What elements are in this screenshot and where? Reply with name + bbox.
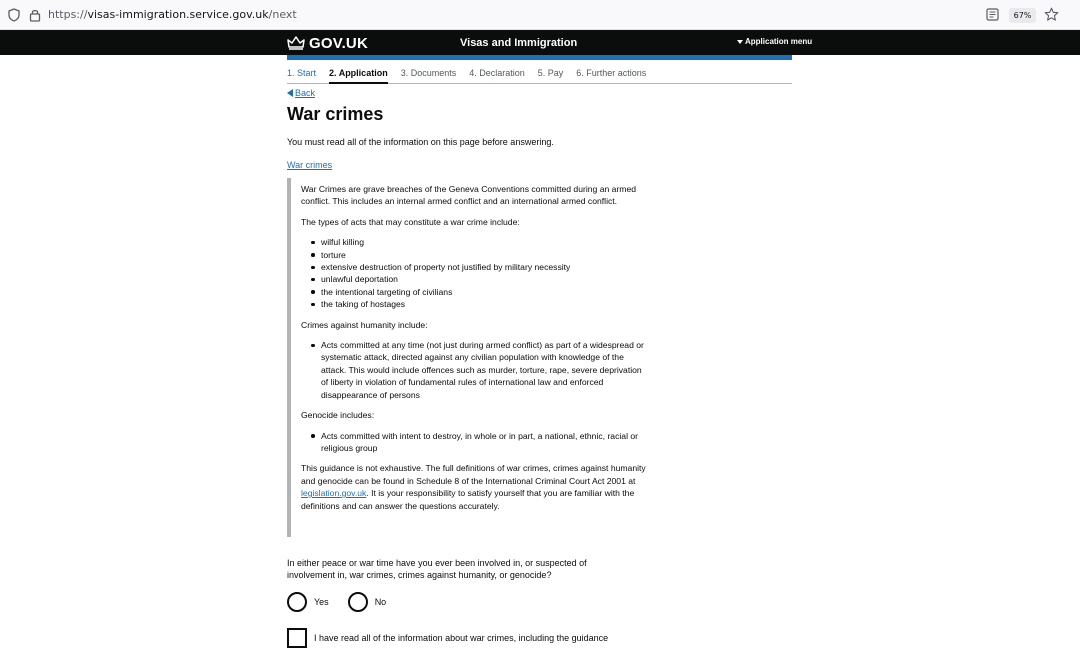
war-crimes-guidance-link[interactable]: War crimes (287, 160, 333, 170)
back-label: Back (295, 88, 316, 98)
list-item: wilful killing (311, 236, 647, 248)
triangle-left-icon (287, 89, 293, 97)
checkbox-box[interactable] (287, 628, 307, 648)
list-item: torture (311, 249, 647, 261)
step-start[interactable]: 1. Start (287, 68, 317, 78)
guidance-text: . It is your responsibility to satisfy yourself that you are familiar with the definitions and can answer the questions accurately. (301, 488, 635, 511)
zoom-level-button[interactable]: 67% (1009, 8, 1036, 23)
application-menu-button[interactable] (737, 37, 812, 46)
header-accent-bar (287, 55, 792, 60)
list-item: unlawful deportation (311, 273, 647, 285)
guidance-paragraph: Genocide includes: (301, 410, 375, 421)
guidance-inset (287, 178, 647, 537)
govuk-logo-text: GOV.UK (309, 34, 368, 52)
read-confirmation-checkbox[interactable] (287, 628, 608, 648)
bookmark-star-icon[interactable] (1044, 7, 1059, 22)
war-crimes-question: In either peace or war time have you ever been involved in, or suspected of involvement in, war crimes, crimes against humanity, or genocide? (287, 558, 587, 580)
guidance-text: This guidance is not exhaustive. The full definitions of war crimes, crimes against humanity and genocide can be found in Schedule 8 of the International Criminal Court Act 2001 at (301, 463, 646, 486)
guidance-paragraph: The types of acts that may constitute a war crime include: (301, 216, 520, 227)
triangle-down-icon (737, 40, 743, 44)
guidance-paragraph (301, 462, 647, 512)
govuk-logo-link[interactable] (287, 33, 368, 53)
list-item: the intentional targeting of civilians (311, 286, 647, 298)
radio-no-circle[interactable] (348, 592, 368, 612)
service-name-link[interactable]: Visas and Immigration (460, 37, 578, 49)
step-pay: 5. Pay (537, 68, 564, 78)
answer-radios (287, 592, 405, 612)
list-item: Acts committed with intent to destroy, in whole or in part, a national, ethnic, racial or religious group (311, 430, 647, 455)
step-application: 2. Application (329, 68, 388, 84)
guidance-paragraph: War Crimes are grave breaches of the Geneva Conventions committed during an armed conflict. This includes an internal armed conflict and an international armed conflict. (301, 184, 636, 207)
progress-steps (287, 68, 792, 84)
war-crime-acts-list (311, 236, 647, 310)
radio-yes-label[interactable]: Yes (314, 597, 329, 607)
lock-icon[interactable] (29, 8, 41, 22)
radio-yes-circle[interactable] (287, 592, 307, 612)
step-documents: 3. Documents (400, 68, 457, 78)
govuk-header (0, 30, 1080, 55)
radio-no-label[interactable]: No (374, 597, 387, 607)
browser-toolbar (0, 0, 1080, 30)
crimes-against-humanity-list (311, 339, 647, 401)
back-link[interactable] (287, 88, 315, 98)
page-title: War crimes (287, 104, 384, 124)
url-path: /next (268, 8, 297, 21)
intro-text: You must read all of the information on this page before answering. (287, 137, 554, 147)
radio-yes[interactable] (287, 592, 329, 612)
reader-view-icon[interactable] (986, 8, 999, 21)
genocide-list (311, 430, 647, 455)
checkbox-label[interactable]: I have read all of the information about war crimes, including the guidance (314, 633, 609, 643)
list-item: extensive destruction of property not justified by military necessity (311, 261, 647, 273)
shield-icon[interactable] (8, 8, 20, 22)
legislation-link[interactable]: legislation.gov.uk (301, 488, 367, 499)
crown-icon (287, 36, 305, 50)
step-declaration: 4. Declaration (469, 68, 525, 78)
url-prefix: https:// (48, 8, 88, 21)
url-host: visas-immigration.service.gov.uk (87, 8, 269, 21)
list-item: the taking of hostages (311, 298, 647, 310)
list-item: Acts committed at any time (not just during armed conflict) as part of a widespread or systematic attack, directed against any civilian population with knowledge of the attack. This would include offences such as murder, torture, rape, severe deprivation of liberty in violation of fundamental rules of international law and enforced disappearance of persons (311, 339, 647, 401)
application-menu-label: Application menu (745, 37, 813, 46)
radio-no[interactable] (348, 592, 387, 612)
step-further-actions: 6. Further actions (576, 68, 647, 78)
guidance-paragraph: Crimes against humanity include: (301, 319, 428, 330)
address-bar[interactable] (48, 8, 297, 21)
